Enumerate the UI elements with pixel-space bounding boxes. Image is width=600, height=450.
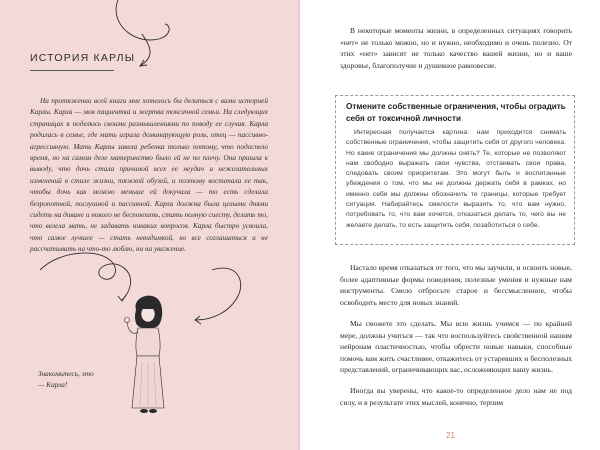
story-paragraph: На протяжении всей книги мне хотелось бы делиться с вами историей Карлы. Карла — моя пациентка и жертва токсичной семьи. На следующих страницах я поделюсь своими размышлениями по поводу ее случая. Карла родилась в семье, где мать играла доминирующую роль, отец — пассивно-агрессивную. Мать Карлы завела ребенка только потому, что подоспело время, но на самом деле материнство было ей не по плечу. Она пришла к выводу, что дочь стала причиной всех ее неудач и нежелательных изменений в стиле жизни, тяжкой обузой, и поэтому воспитала ее так, чтобы дочь как можно меньше ей докучала — то есть сделала безропотной, послушной и пассивной. Карла должна была целыми днями сидеть на диване и никого не беспокоить, стать полную сиесту, делать то, что велела мать, не задавать никаких вопросов. Карла быстро усвоила, что самое лучшее — стать невидимкой, ко все соглашаться и не рассчитывать на что-то люблю, ни на уважение. xyxy=(30,97,268,254)
top-curved-arrow-icon xyxy=(116,0,169,40)
body-paragraph-4: Иногда вы уверены, что какое-то определенное дело нам не под силу, и в результате этих мыслей, конечно, терпим xyxy=(340,386,572,407)
spiral-arrow-icon xyxy=(40,253,131,300)
right-curved-arrow-icon xyxy=(196,268,241,320)
body-paragraph-2: Настало время отказаться от того, что мы заучили, и освоить новые, более адаптивные формы поведения, полезные умения и нужные нам инструменты. Смело отбросьте старое и бессмысленное, чтобы освободить место для новых знаний. xyxy=(340,263,572,307)
girl-illustration xyxy=(118,292,178,417)
tip-box-title: Отмените собственные ограничения, чтобы оградить себя от токсичной личности xyxy=(346,102,566,123)
illustration-caption: Знакомьтесь, это — Карла! xyxy=(38,370,94,390)
intro-paragraph: В некоторые моменты жизни, в определенных ситуациях говорить «нет» не только можно, но и нужно, необходимо и очень полезно. От этих «нет» зависят не только качество вашей жизни, но и ваше здоровье, благополучие и душевное равновесие. xyxy=(340,26,572,70)
chapter-title: ИСТОРИЯ КАРЛЫ xyxy=(30,52,136,64)
body-paragraph-3: Мы сможете это сделать. Мы всю жизнь учимся — по крайней мере, должны учиться — так что воспользуйтесь свойственной нашим нейронам пластичностью, чтобы обрести новые навыки, способные помочь вам жить счастливее, откажитесь от устаревших и бесполезных представлений, ограничивающих вас, осложняющих вашу жизнь. xyxy=(340,319,572,375)
page-number: 21 xyxy=(446,431,455,440)
title-underline xyxy=(30,70,114,71)
tip-box-text: Интересная получается картина: нам приходится снимать собственные ограничения, чтобы защитить себя от другого человека. Но какие ограничения мы должны снять? Те, которые не позволяют нам свободно выражать свои чувства, отстаивать свои права, следовать своим приоритетам. Это могут быть и воспитанные убеждения о том, что мы не должны держать себя в рамках, но именно себя мы должны обозначить те границы, которые требует ситуация. Набирайтесь смелости выразить то, что вам нужно, потребовать то, что вам хочется, отказаться делать то, чего вы не желаете делать, то есть защитить себя, позаботиться о себе. xyxy=(346,129,566,229)
